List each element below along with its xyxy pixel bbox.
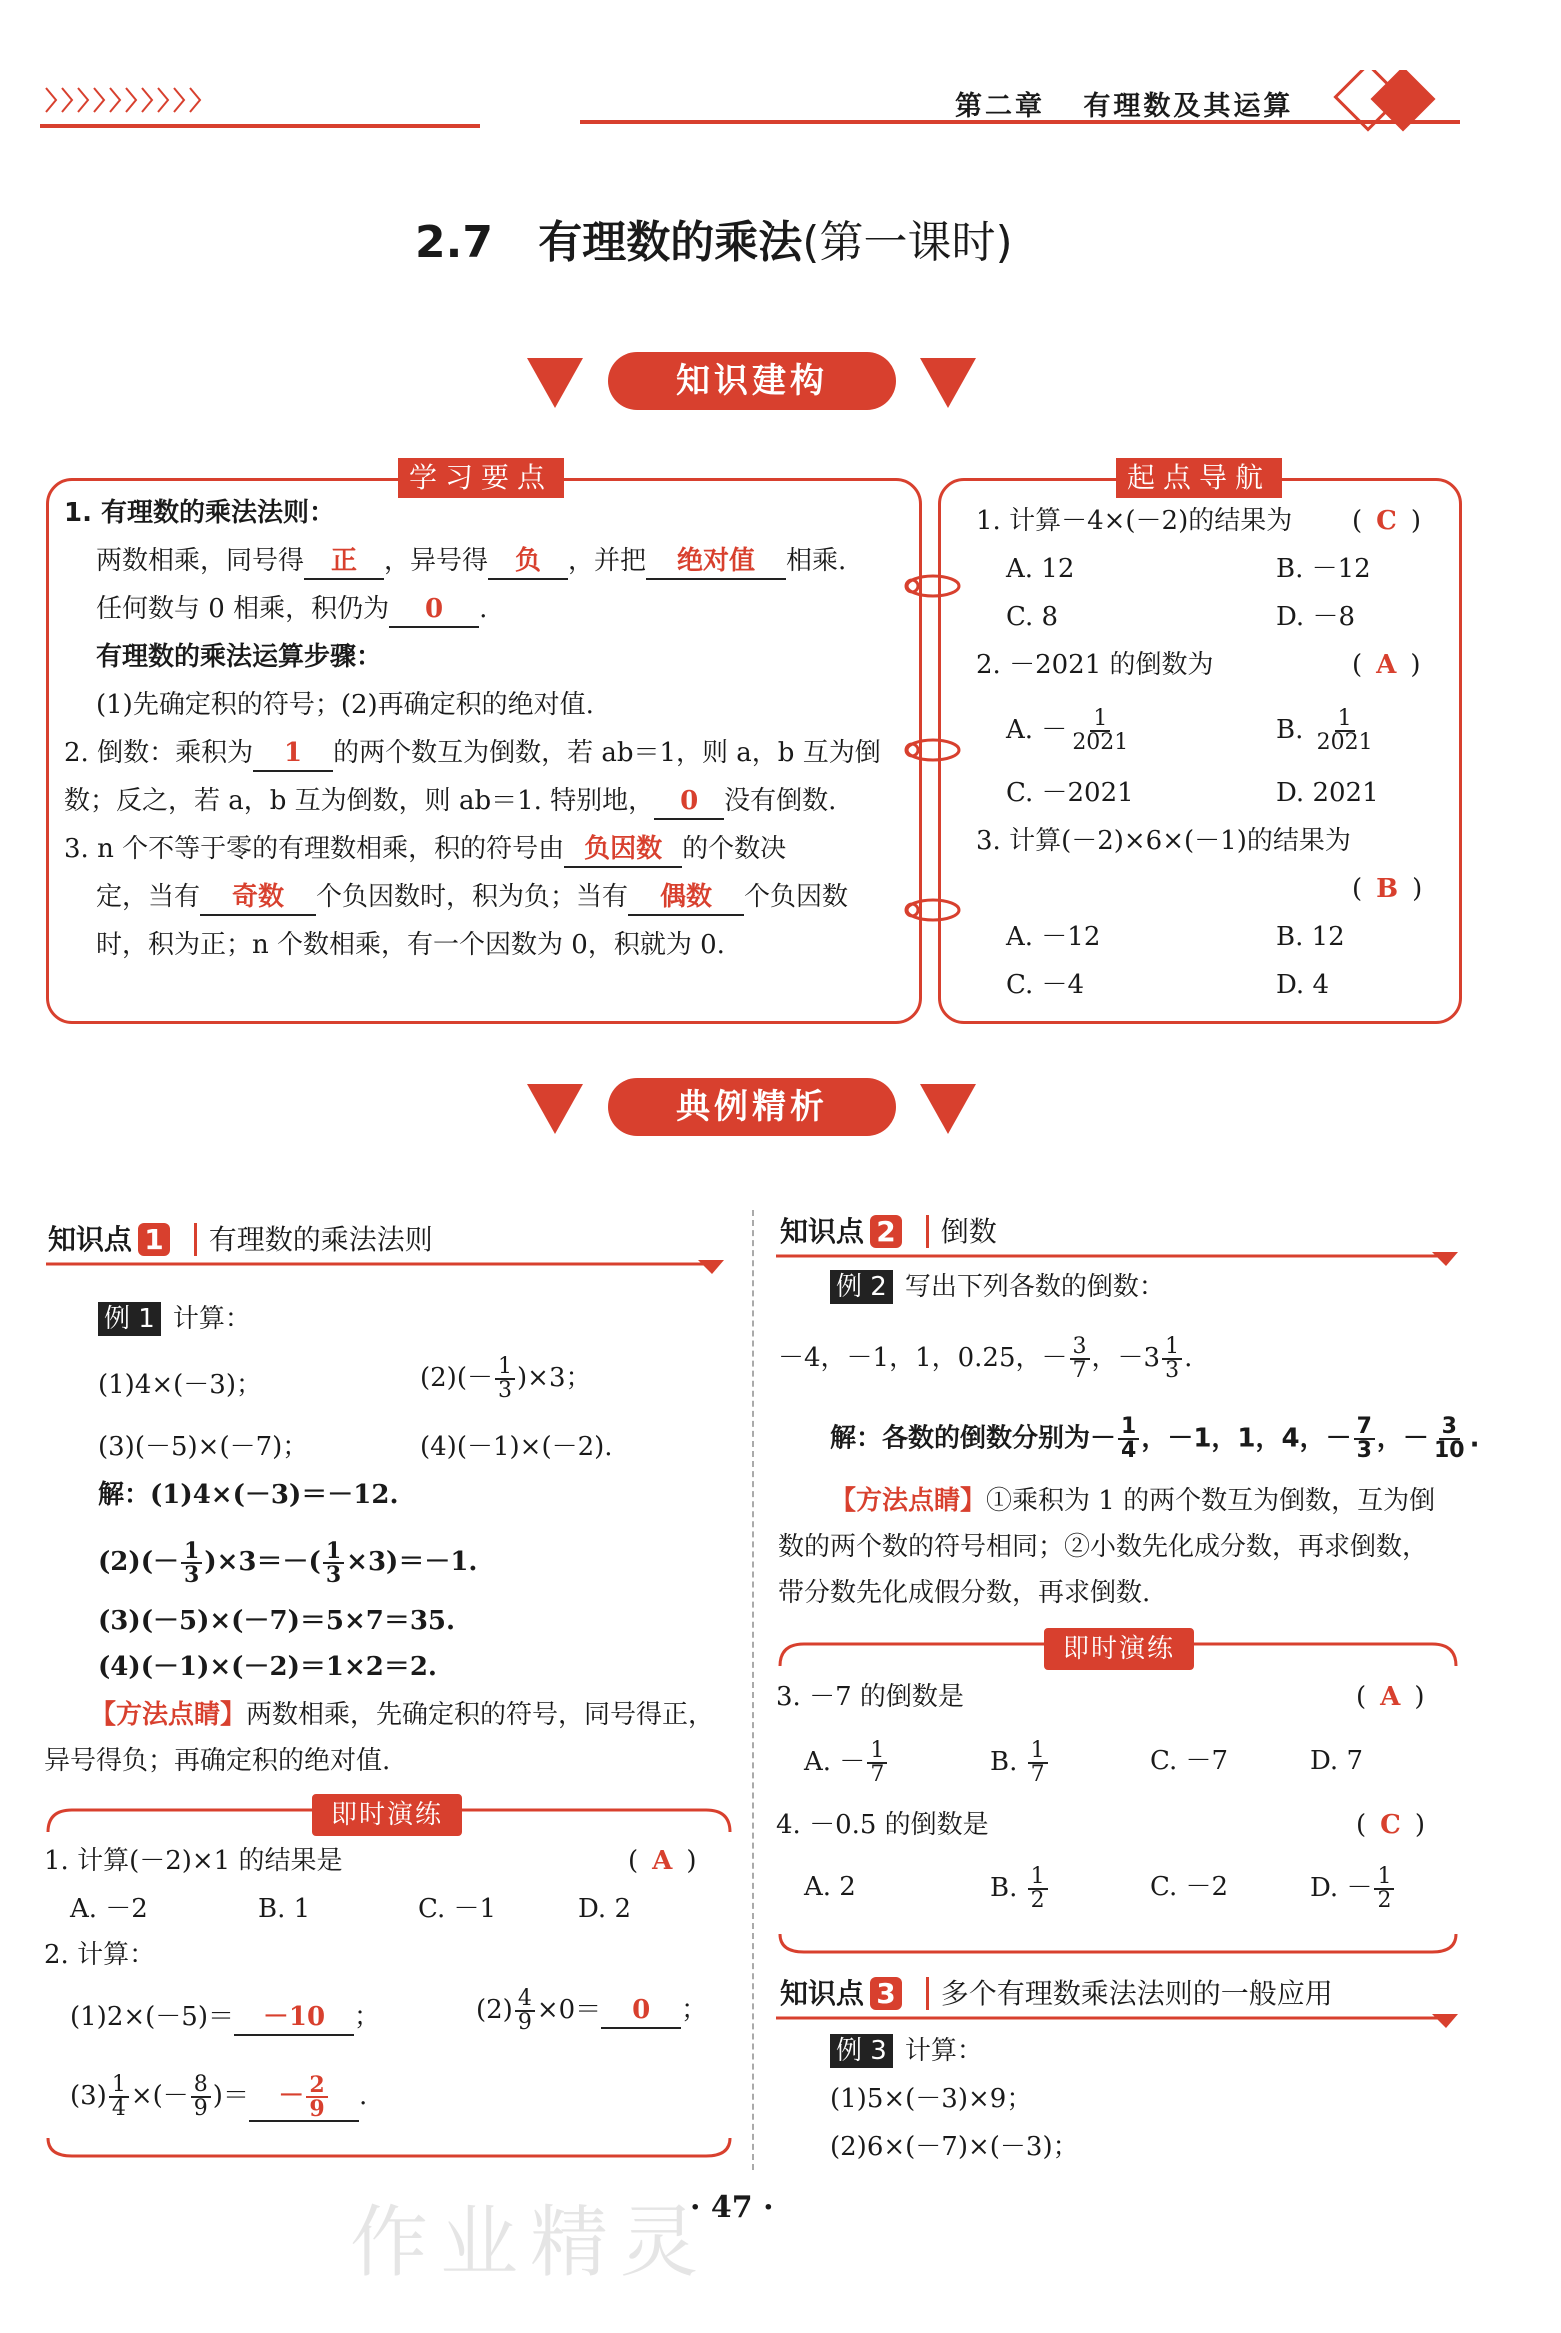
- reciprocal-line-2: 数；反之，若 a，b 互为倒数，则 ab＝1. 特别地， 0 没有倒数.: [64, 784, 836, 820]
- answer-odd: 奇数: [200, 880, 316, 916]
- nav-q1: 1. 计算－4×(－2)的结果为: [976, 506, 1293, 536]
- ex1-solution-2: (2)(－ $\frac{1}{3}$ )×3＝－( $\frac{1}{3}$ ×3)＝－1.: [98, 1538, 478, 1588]
- ex1-item-2: (2)(－ $\frac{1}{3}$ )×3；: [420, 1354, 592, 1403]
- kp1-q2: 2. 计算：: [44, 1940, 156, 1970]
- ex1-item-4: (4)(－1)×(－2).: [420, 1432, 613, 1462]
- nav-q2-opt-d: D. 2021: [1276, 778, 1379, 808]
- nav-q3-answer: ( B ): [1352, 874, 1423, 904]
- section-number: 2.7: [415, 217, 493, 268]
- kp2-q3-opt-c: C. －7: [1150, 1746, 1229, 1776]
- rule-line-1: 两数相乘，同号得 正 ，异号得 负 ，并把 绝对值 相乘.: [96, 544, 846, 580]
- nav-q3: 3. 计算(－2)×6×(－1)的结果为: [976, 826, 1351, 856]
- kp2-q4-opt-c: C. －2: [1150, 1872, 1229, 1902]
- answer-one: 1: [253, 736, 333, 772]
- nav-q2: 2. －2021 的倒数为: [976, 650, 1214, 680]
- answer-q2-2: 0: [601, 1993, 681, 2029]
- kp1-q2-3: (3) $\frac{1}{4}$ ×(－ $\frac{8}{9}$ )＝ － $\frac{2}{9}$ .: [70, 2072, 368, 2122]
- ex2-solution: 解：各数的倒数分别为－ $\frac{1}{4}$ ，－1，1，4，－ $\frac{7}{3}$ ，－ $\frac{3}{10}$ .: [830, 1414, 1480, 1463]
- kp1-q1-answer: ( A ): [628, 1846, 697, 1876]
- section-subtitle: (第一课时): [802, 217, 1013, 268]
- watermark: 作业精灵: [350, 2198, 711, 2288]
- section-knowledge: 知识建构: [608, 352, 896, 410]
- kp2-method-2: 数的两个数的符号相同；②小数先化成分数，再求倒数，: [778, 1532, 1429, 1562]
- kp3-underline: [776, 2012, 1460, 2032]
- kp2-q4-opt-a: A. 2: [804, 1872, 856, 1902]
- ex1-solution-4: (4)(－1)×(－2)＝1×2＝2.: [98, 1652, 437, 1682]
- kp2-underline: [776, 1250, 1460, 1270]
- ex3-item-2: (2)6×(－7)×(－3)；: [830, 2132, 1079, 2162]
- answer-q2-1: －10: [234, 2000, 354, 2036]
- page-number: · 47 ·: [690, 2190, 774, 2225]
- arrow-left-icon: [525, 352, 585, 412]
- answer-even: 偶数: [628, 880, 744, 916]
- answer-zero-recip: 0: [654, 784, 724, 820]
- section-examples: 典例精析: [608, 1078, 896, 1136]
- nav-q3-opt-a: A. －12: [1006, 922, 1101, 952]
- arrow-right-icon: [918, 352, 978, 412]
- arrow-right-icon: [918, 1078, 978, 1138]
- ex1-item-1: (1)4×(－3)；: [98, 1370, 262, 1400]
- steps-heading: 有理数的乘法运算步骤：: [96, 642, 383, 672]
- reciprocal-line-1: 2. 倒数：乘积为 1 的两个数互为倒数，若 ab＝1，则 a，b 互为倒: [64, 736, 881, 772]
- kp2-title: 倒数: [926, 1215, 997, 1248]
- kp2-q3: 3. －7 的倒数是: [776, 1682, 964, 1712]
- ex1-solution-3: (3)(－5)×(－7)＝5×7＝35.: [98, 1606, 456, 1636]
- kp2-method: 【方法点睛】①乘积为 1 的两个数互为倒数，互为倒: [830, 1486, 1436, 1516]
- kp1-underline: [46, 1258, 726, 1278]
- kp2-method-3: 带分数先化成假分数，再求倒数.: [778, 1578, 1151, 1608]
- kp1-q1-opt-d: D. 2: [578, 1894, 631, 1924]
- nav-q2-opt-b: B. $\frac{1}{2021}$: [1276, 706, 1373, 755]
- kp2-practice-bottom: [776, 1930, 1460, 1960]
- kp2-q3-answer: ( A ): [1356, 1682, 1425, 1712]
- sign-line-1: 3. n 个不等于零的有理数相乘，积的符号由 负因数 的个数决: [64, 832, 786, 868]
- kp1-method: 【方法点睛】两数相乘，先确定积的符号，同号得正，: [90, 1700, 715, 1730]
- kp1-practice-tag: 即时演练: [312, 1794, 462, 1836]
- answer-abs: 绝对值: [646, 544, 786, 580]
- answer-q2-3: － $\frac{2}{9}$: [249, 2074, 359, 2122]
- answer-diff-sign: 负: [488, 544, 568, 580]
- kp2-q4-opt-b: B. $\frac{1}{2}$: [990, 1866, 1050, 1912]
- start-nav-tag: 起点导航: [1116, 458, 1282, 498]
- ex1-item-3: (3)(－5)×(－7)；: [98, 1432, 309, 1462]
- arrow-left-icon: [525, 1078, 585, 1138]
- nav-q3-opt-b: B. 12: [1276, 922, 1345, 952]
- answer-same-sign: 正: [304, 544, 384, 580]
- sign-line-3: 时，积为正；n 个数相乘，有一个因数为 0，积就为 0.: [96, 930, 725, 960]
- nav-q1-opt-b: B. －12: [1276, 554, 1371, 584]
- kp2-q4: 4. －0.5 的倒数是: [776, 1810, 989, 1840]
- rule-line-2: 任何数与 0 相乘，积仍为 0 .: [96, 592, 487, 628]
- column-divider: [752, 1210, 754, 2170]
- study-points-tag: 学习要点: [398, 458, 564, 498]
- nav-q2-opt-c: C. －2021: [1006, 778, 1134, 808]
- kp2-q4-opt-d: D. － $\frac{1}{2}$: [1310, 1866, 1396, 1912]
- ex2-label: 例 2 写出下列各数的倒数：: [830, 1270, 1165, 1304]
- kp1-q1-opt-a: A. －2: [70, 1894, 148, 1924]
- kp1-q1: 1. 计算(－2)×1 的结果是: [44, 1846, 343, 1876]
- ex3-item-1: (1)5×(－3)×9；: [830, 2084, 1033, 2114]
- page-title: [415, 206, 1013, 270]
- kp1-method-cont: 异号得负；再确定积的绝对值.: [44, 1746, 391, 1776]
- ex3-label: 例 3 计算：: [830, 2034, 983, 2068]
- kp1-practice-bottom: [44, 2134, 734, 2164]
- kp1-q2-2: (2) $\frac{4}{9}$ ×0＝ 0 ；: [476, 1986, 708, 2035]
- kp2-q4-answer: ( C ): [1356, 1810, 1426, 1840]
- nav-q3-opt-c: C. －4: [1006, 970, 1085, 1000]
- sign-line-2: 定，当有 奇数 个负因数时，积为负；当有 偶数 个负因数: [96, 880, 848, 916]
- ex1-label: 例 1 计算：: [98, 1302, 251, 1336]
- kp2-q3-opt-d: D. 7: [1310, 1746, 1363, 1776]
- steps-text: (1)先确定积的符号；(2)再确定积的绝对值.: [96, 690, 594, 720]
- nav-q1-opt-a: A. 12: [1006, 554, 1075, 584]
- ex2-list: －4，－1，1，0.25，－ $\frac{3}{7}$ ，－3 $\frac{1}{3}$ .: [778, 1334, 1193, 1383]
- section-title: 有理数的乘法: [538, 217, 803, 268]
- nav-q1-opt-d: D. －8: [1276, 602, 1355, 632]
- kp3-title: 多个有理数乘法法则的一般应用: [926, 1977, 1333, 2010]
- chapter-title: 有理数及其运算: [1083, 91, 1294, 122]
- nav-q1-opt-c: C. 8: [1006, 602, 1059, 632]
- kp2-q3-opt-a: A. － $\frac{1}{7}$: [804, 1740, 889, 1786]
- kp1-header: 知识点 1 有理数的乘法法则: [48, 1223, 433, 1256]
- rule-heading: 1. 有理数的乘法法则：: [64, 498, 336, 528]
- chapter-number: 第二章: [955, 91, 1045, 122]
- nav-q1-answer: ( C ): [1352, 506, 1422, 536]
- nav-q2-opt-a: A. － $\frac{1}{2021}$: [1006, 706, 1129, 755]
- ex1-solution-1: 解：(1)4×(－3)＝－12.: [98, 1480, 399, 1510]
- kp1-q2-1: (1)2×(－5)＝ －10 ；: [70, 2000, 380, 2036]
- answer-negative-factors: 负因数: [564, 832, 682, 868]
- kp3-header: 知识点 3 多个有理数乘法法则的一般应用: [780, 1977, 1333, 2010]
- answer-zero: 0: [389, 592, 479, 628]
- kp1-q1-opt-b: B. 1: [258, 1894, 311, 1924]
- nav-q2-answer: ( A ): [1352, 650, 1421, 680]
- nav-q3-opt-d: D. 4: [1276, 970, 1329, 1000]
- chapter-label: [955, 84, 1293, 123]
- kp1-q1-opt-c: C. －1: [418, 1894, 497, 1924]
- kp2-practice-tag: 即时演练: [1044, 1628, 1194, 1670]
- kp1-title: 有理数的乘法法则: [194, 1223, 433, 1256]
- kp2-header: 知识点 2 倒数: [780, 1215, 997, 1248]
- kp2-q3-opt-b: B. $\frac{1}{7}$: [990, 1740, 1050, 1786]
